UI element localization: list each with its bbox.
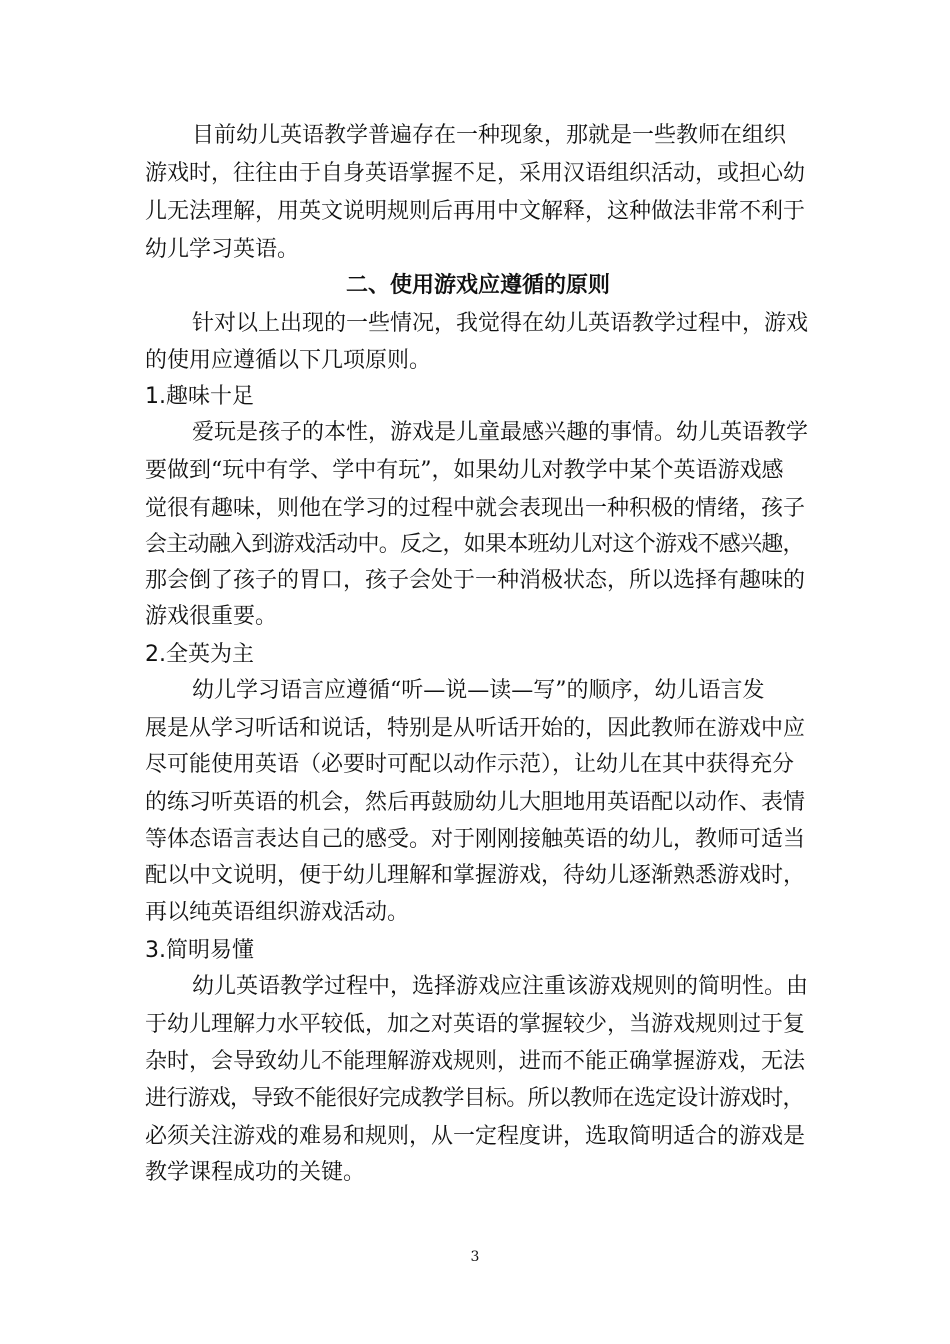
principle3-line: 教学课程成功的关键。 — [145, 1160, 366, 1185]
paragraph1-line: 儿无法理解，用英文说明规则后再用中文解释，这种做法非常不利于 — [145, 199, 806, 224]
principle1-line: 会主动融入到游戏活动中。反之，如果本班幼儿对这个游戏不感兴趣， — [145, 532, 804, 557]
principle2-line: 再以纯英语组织游戏活动。 — [145, 900, 410, 925]
principle1-line: 要做到“玩中有学、学中有玩”，如果幼儿对教学中某个英语游戏感 — [145, 458, 784, 483]
principle1-line: 游戏很重要。 — [145, 604, 278, 629]
principle2-line: 幼儿学习语言应遵循“听—说—读—写”的顺序，幼儿语言发 — [192, 678, 765, 703]
principle2-line: 展是从学习听话和说话，特别是从听话开始的，因此教师在游戏中应 — [145, 716, 806, 741]
paragraph1-line: 游戏时，往往由于自身英语掌握不足，采用汉语组织活动，或担心幼 — [145, 161, 806, 186]
section-heading: 二、使用游戏应遵循的原则 — [345, 273, 610, 298]
principle2-line: 等体态语言表达自己的感受。对于刚刚接触英语的幼儿，教师可适当 — [145, 827, 806, 852]
principle2-heading: 2.全英为主 — [145, 642, 254, 667]
paragraph2-line: 针对以上出现的一些情况，我觉得在幼儿英语教学过程中，游戏 — [192, 311, 809, 336]
principle1-line: 觉很有趣味，则他在学习的过程中就会表现出一种积极的情绪，孩子 — [145, 496, 806, 521]
principle3-line: 必须关注游戏的难易和规则，从一定程度讲，选取简明适合的游戏是 — [145, 1124, 806, 1149]
principle3-heading: 3.简明易懂 — [145, 938, 254, 963]
paragraph1-line: 幼儿学习英语。 — [145, 237, 300, 262]
page-number: 3 — [470, 1249, 480, 1265]
paragraph1-line: 目前幼儿英语教学普遍存在一种现象，那就是一些教师在组织 — [192, 123, 787, 148]
principle1-heading: 1.趣味十足 — [145, 384, 254, 409]
principle1-line: 爱玩是孩子的本性，游戏是儿童最感兴趣的事情。幼儿英语教学 — [192, 420, 809, 445]
principle3-line: 杂时，会导致幼儿不能理解游戏规则，进而不能正确掌握游戏，无法 — [145, 1049, 806, 1074]
paragraph2-line: 的使用应遵循以下几项原则。 — [145, 348, 432, 373]
principle3-line: 进行游戏，导致不能很好完成教学目标。所以教师在选定设计游戏时， — [145, 1086, 804, 1111]
principle2-line: 尽可能使用英语（必要时可配以动作示范），让幼儿在其中获得充分 — [145, 752, 795, 777]
principle2-line: 的练习听英语的机会，然后再鼓励幼儿大胆地用英语配以动作、表情 — [145, 790, 806, 815]
principle3-line: 幼儿英语教学过程中，选择游戏应注重该游戏规则的简明性。由 — [192, 974, 809, 999]
principle2-line: 配以中文说明，便于幼儿理解和掌握游戏，待幼儿逐渐熟悉游戏时， — [145, 863, 806, 888]
principle3-line: 于幼儿理解力水平较低，加之对英语的掌握较少，当游戏规则过于复 — [145, 1012, 806, 1037]
principle1-line: 那会倒了孩子的胃口，孩子会处于一种消极状态，所以选择有趣味的 — [145, 568, 806, 593]
